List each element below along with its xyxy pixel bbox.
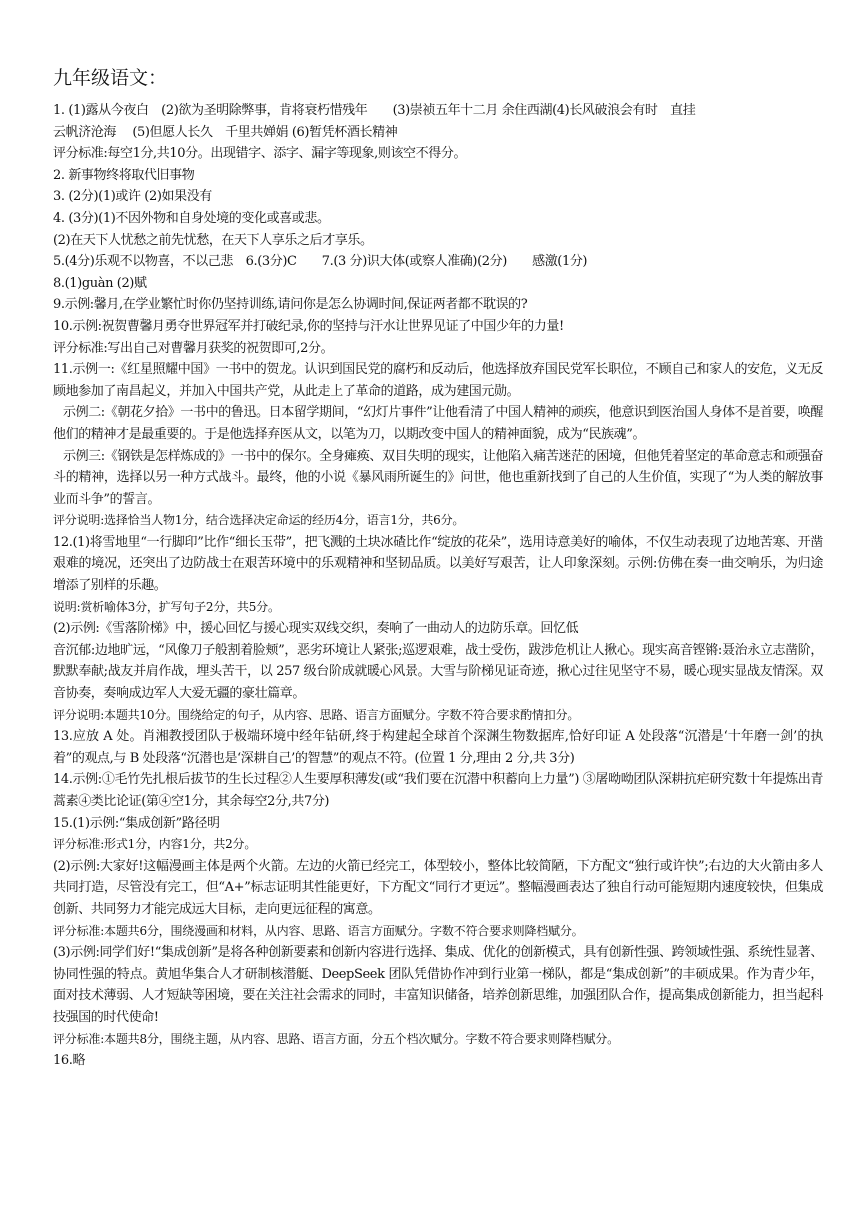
- scoring-note: 评分标准:每空1分,共10分。出现错字、添字、漏字等现象,则该空不得分。: [53, 146, 467, 162]
- scoring-note: 评分说明:本题共10分。围绕给定的句子，从内容、思路、语言方面赋分。字数不符合要求酌情扣分。: [53, 707, 580, 722]
- scoring-note: 说明:赏析喻体3分，扩写句子2分，共5分。: [53, 599, 280, 614]
- answer-paragraph: 11.示例一:《红星照耀中国》一书中的贺龙。认识到国民党的腐朽和反动后，他选择放弃国民党军长职位，不顾自己和家人的安危，义无反顾地参加了南昌起义，并加入中国共产党，从此走上了革命的道路，成为建国元勋。: [53, 362, 823, 399]
- answer-paragraph: 示例三:《钢铁是怎样炼成的》一书中的保尔。全身瘫痪、双目失明的现实，让他陷入痛苦迷茫的困境，但他凭着坚定的革命意志和顽强奋斗的精神，选择以另一种方式战斗。最终，他的小说《暴风雨所诞生的》问世，他也重新找到了自己的人生价值，实现了“为人类的解放事业而斗争”的誓言。: [53, 448, 823, 507]
- scoring-note: 评分标准:本题共6分，围绕漫画和材料，从内容、思路、语言方面赋分。字数不符合要求则降档赋分。: [53, 923, 584, 938]
- answer-line: 8.(1)guàn (2)赋: [53, 275, 147, 291]
- answer-paragraph: (2)示例:《雪落阶梯》中，援心回忆与援心现实双线交织，奏响了一曲动人的边防乐章。回忆低: [53, 621, 579, 637]
- answer-line: 5.(4分)乐观不以物喜，不以己悲 6.(3分)C 7.(3 分)识大体(或察人准确)(2分) 感激(1分): [53, 254, 588, 270]
- answer-line: 10.示例:祝贺曹馨月勇夺世界冠军并打破纪录,你的坚持与汗水让世界见证了中国少年的力量!: [53, 318, 564, 334]
- answer-paragraph: 13.应放 A 处。肖湘教授团队于极端环境中经年钻研,终于构建起全球首个深渊生物数据库,恰好印证 A 处段落“沉潜是‘十年磨一剑’的执着”的观点,与 B 处段落“沉潜也是‘深耕自己’的智慧”的观点不符。(位置 1 分,理由 2 分,共 3分): [53, 729, 823, 766]
- answer-paragraph: 音沉郁:边地旷远，“风像刀子般割着脸颊”，恶劣环境让人紧张;巡逻艰难，战士受伤，跋涉危机让人揪心。现实高音铿锵:聂治永立志凿阶，默默奉献;战友并肩作战，埋头苦干，以 257 级台阶成就暖心风景。大雪与阶梯见证奇迹，揪心过往见坚守不易，暖心现实显战友情深。双音协奏，奏响成边军人大爱无疆的豪壮篇章。: [53, 642, 823, 702]
- scoring-note: 评分标准:写出自己对曹馨月获奖的祝贺即可,2分。: [53, 340, 334, 356]
- answer-line: 2. 新事物终将取代旧事物: [53, 167, 195, 183]
- answer-paragraph: 14.示例:①毛竹先扎根后拔节的生长过程②人生要厚积薄发(或“我们要在沉潜中积蓄向上力量”) ③屠呦呦团队深耕抗疟研究数十年提炼出青蒿素④类比论证(第④空1分，其余每空2分,共7分): [53, 772, 823, 809]
- page-title: 九年级语文：: [53, 67, 168, 89]
- answer-line: (2)在天下人忧愁之前先忧愁，在天下人享乐之后才享乐。: [53, 232, 373, 248]
- answer-paragraph: 15.(1)示例:“集成创新”路径明: [53, 815, 220, 831]
- answer-paragraph: 12.(1)将雪地里“一行脚印”比作“细长玉带”，把飞溅的土块冰碴比作“绽放的花朵”，选用诗意美好的喻体，不仅生动表现了边地苦寒、开凿艰难的境况，还突出了边防战士在艰苦环境中的乐观精神和坚韧品质。以美好写艰苦，让人印象深刻。示例:仿佛在奏一曲交响乐，为归途增添了别样的乐趣。: [53, 534, 823, 594]
- answer-paragraph: (3)示例:同学们好!“集成创新”是将各种创新要素和创新内容进行选择、集成、优化的创新模式，具有创新性强、跨领域性强、系统性显著、协同性强的特点。黄旭华集合人才研制核潜艇、DeepSeek 团队凭借协作冲到行业第一梯队，都是“集成创新”的丰硕成果。作为青少年，面对技术薄弱、人才短缺等困境，要在关注社会需求的同时，丰富知识储备，培养创新思维，加强团队合作，提高集成创新能力，担当起科技强国的时代使命!: [53, 945, 823, 1025]
- scoring-note: 评分说明:选择恰当人物1分，结合选择决定命运的经历4分，语言1分，共6分。: [53, 513, 465, 528]
- scoring-note: 评分标准:形式1分，内容1分，共2分。: [53, 837, 257, 852]
- answer-key-page: [53, 66, 823, 1072]
- answer-line: 3. (2分)(1)或许 (2)如果没有: [53, 189, 212, 205]
- answer-paragraph: 示例二:《朝花夕拾》一书中的鲁迅。日本留学期间，“幻灯片事件”让他看清了中国人精神的顽疾，他意识到医治国人身体不是首要，唤醒他们的精神才是最重要的。于是他选择弃医从文，以笔为刀，以期改变中国人的精神面貌，成为“民族魂”。: [53, 405, 823, 442]
- answer-line: 9.示例:馨月,在学业繁忙时你仍坚持训练,请问你是怎么协调时间,保证两者都不耽误的?: [53, 297, 528, 313]
- answer-line: 4. (3分)(1)不因外物和自身处境的变化或喜或悲。: [53, 210, 330, 226]
- scoring-note: 评分标准:本题共8分，围绕主题，从内容、思路、语言方面，分五个档次赋分。字数不符合要求则降档赋分。: [53, 1031, 619, 1046]
- answer-paragraph: (2)示例:大家好!这幅漫画主体是两个火箭。左边的火箭已经完工，体型较小，整体比较简陋，下方配文“独行或许快”;右边的大火箭由多人共同打造，尽管没有完工，但“A+”标志证明其性能更好，下方配文“同行才更远”。整幅漫画表达了独自行动可能短期内速度较快，但集成创新、共同努力才能完成远大目标，走向更远征程的寓意。: [53, 858, 823, 917]
- answer-paragraph: 16.略: [53, 1053, 86, 1069]
- answer-line: 云帆济沧海 (5)但愿人长久 千里共婵娟 (6)暂凭杯酒长精神: [53, 124, 398, 140]
- answer-line: 1. (1)露从今夜白 (2)欲为圣明除弊事，肯将衰朽惜残年 (3)崇祯五年十二月 余住西湖(4)长风破浪会有时 直挂: [53, 103, 696, 118]
